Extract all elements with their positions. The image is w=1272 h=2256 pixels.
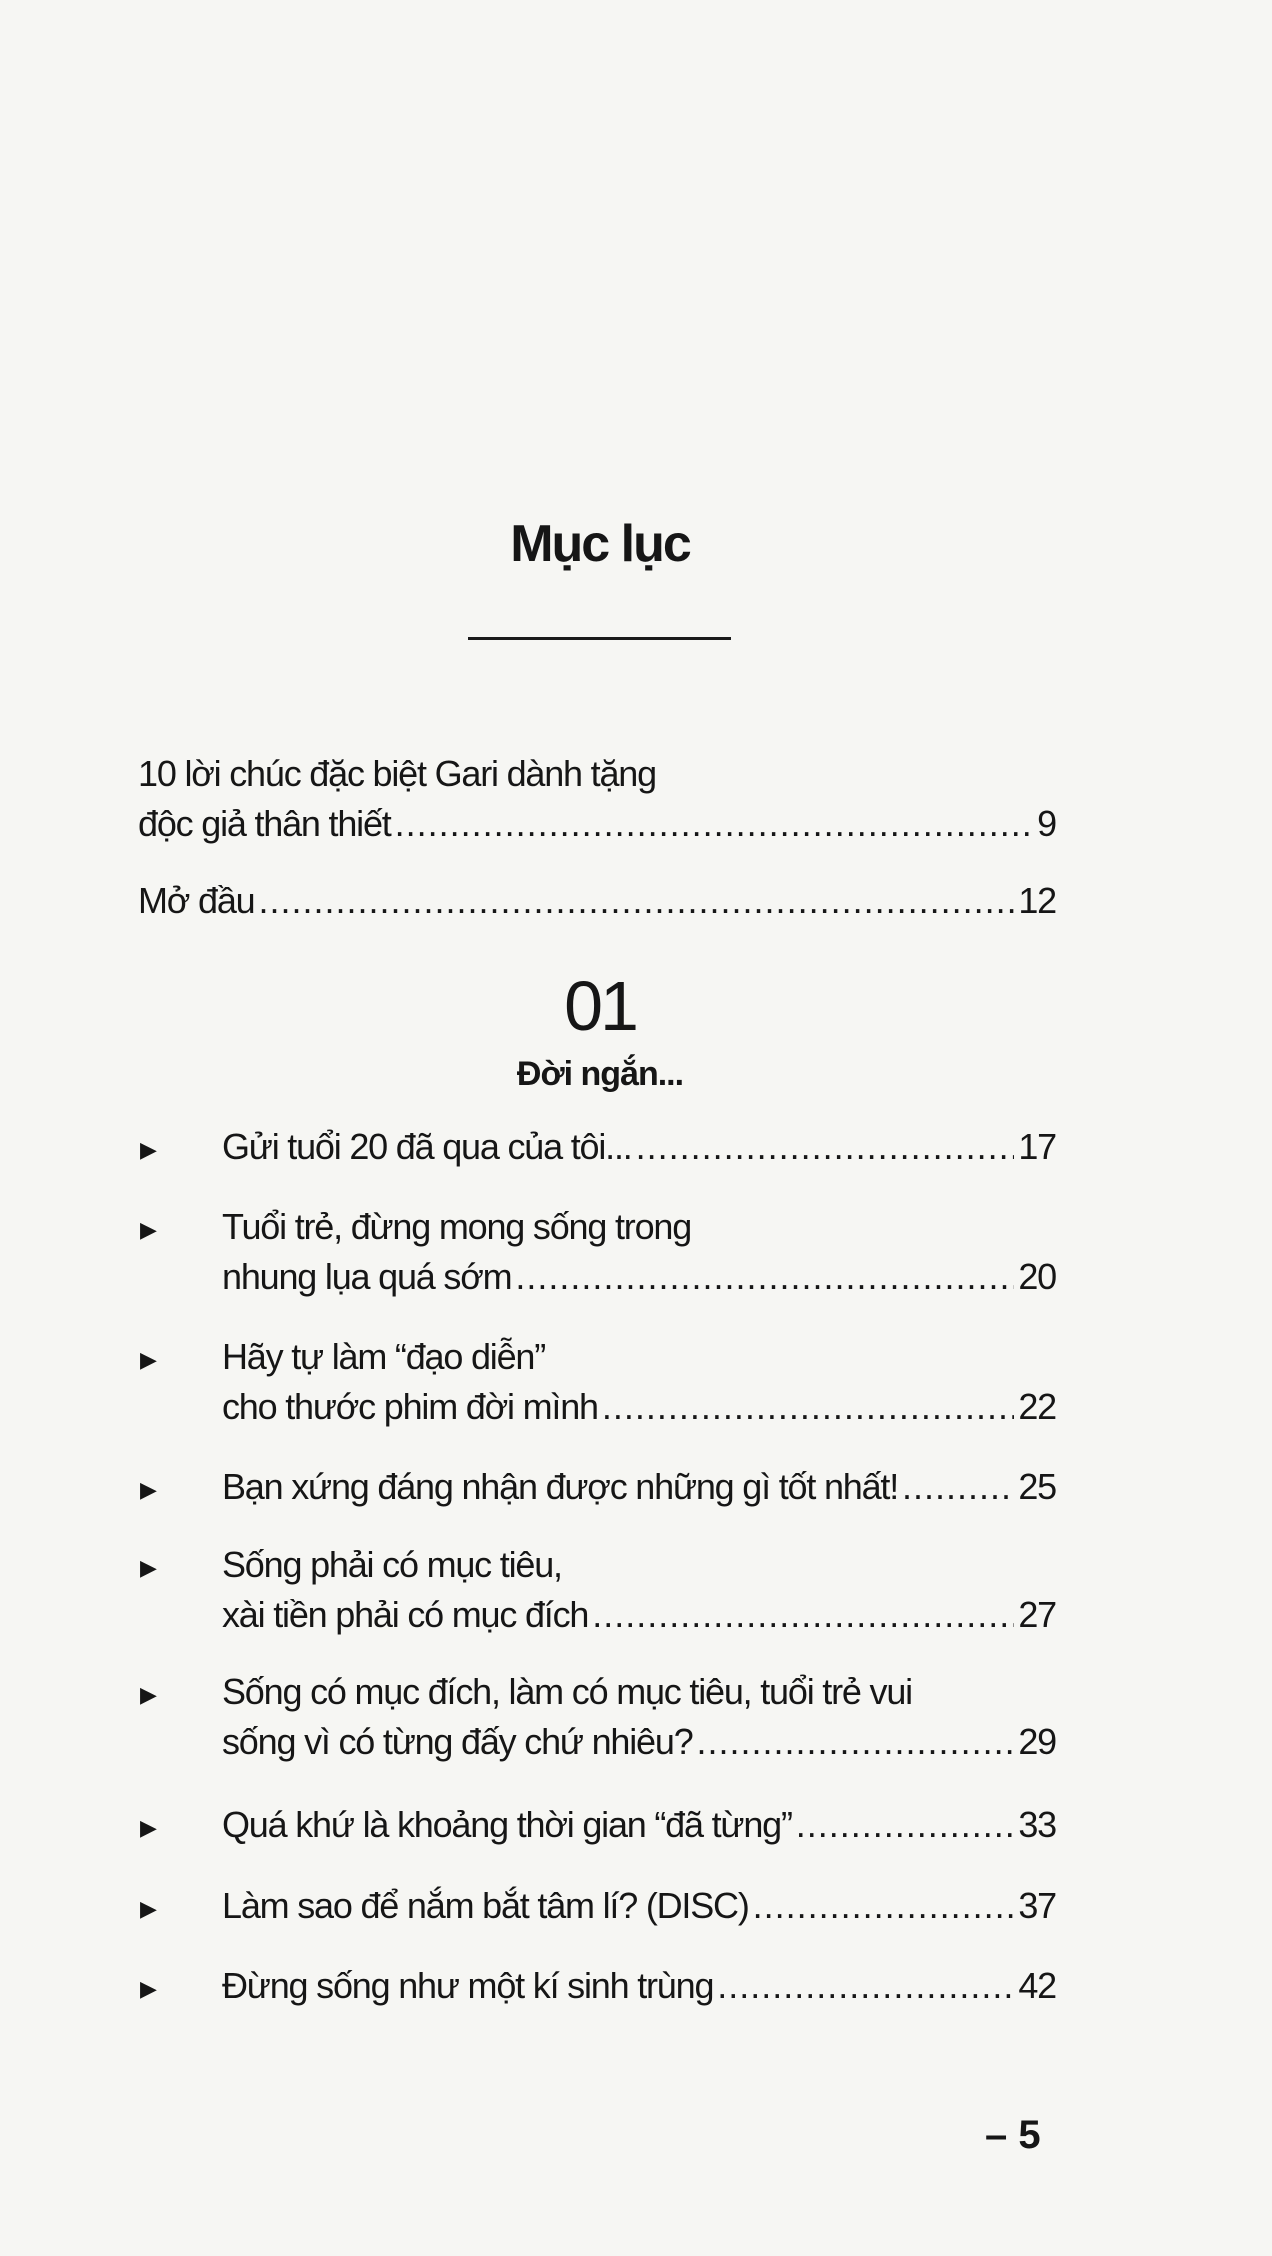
toc-entry-line bbox=[222, 1202, 1056, 1252]
dot-leader bbox=[636, 1122, 1015, 1172]
dot-leader bbox=[753, 1881, 1015, 1931]
toc-entry-line bbox=[138, 799, 1056, 849]
bullet-triangle-icon: ▶ bbox=[140, 1217, 157, 1242]
toc-entry-line bbox=[138, 749, 1056, 799]
toc-entry-title: độc giả thân thiết bbox=[138, 803, 391, 844]
toc-entry-line bbox=[222, 1590, 1056, 1640]
toc-entry[interactable] bbox=[222, 1961, 1056, 2011]
toc-entry-line bbox=[222, 1332, 1056, 1382]
toc-entry-title: Tuổi trẻ, đừng mong sống trong bbox=[222, 1206, 692, 1247]
toc-entry-line bbox=[222, 1717, 1056, 1767]
title-divider bbox=[468, 637, 731, 640]
toc-entry-line bbox=[222, 1382, 1056, 1432]
toc-entry-line bbox=[222, 1881, 1056, 1931]
dot-leader bbox=[902, 1462, 1014, 1512]
toc-entry-line bbox=[222, 1122, 1056, 1172]
toc-entry-title: sống vì có từng đấy chứ nhiêu? bbox=[222, 1721, 693, 1762]
page-title: Mục lục bbox=[510, 515, 690, 573]
toc-entry[interactable] bbox=[222, 1122, 1056, 1172]
bullet-triangle-icon: ▶ bbox=[140, 1896, 157, 1921]
toc-entry-page: 33 bbox=[1018, 1804, 1056, 1845]
toc-entry[interactable] bbox=[222, 1667, 1056, 1767]
toc-entry-page: 12 bbox=[1018, 880, 1056, 921]
toc-entry-page: 27 bbox=[1018, 1594, 1056, 1635]
bullet-triangle-icon: ▶ bbox=[140, 1555, 157, 1580]
toc-entry-title: Sống phải có mục tiêu, bbox=[222, 1544, 562, 1585]
toc-entry[interactable] bbox=[222, 1540, 1056, 1640]
toc-entry[interactable] bbox=[222, 1462, 1056, 1512]
bullet-triangle-icon: ▶ bbox=[140, 1137, 157, 1162]
toc-entry-title: xài tiền phải có mục đích bbox=[222, 1594, 589, 1635]
chapter-title: Đời ngắn... bbox=[516, 1055, 684, 1093]
bullet-triangle-icon: ▶ bbox=[140, 1347, 157, 1372]
toc-entry-title: cho thước phim đời mình bbox=[222, 1386, 598, 1427]
dot-leader bbox=[602, 1382, 1014, 1432]
toc-entry-page: 17 bbox=[1018, 1126, 1056, 1167]
toc-entry-title: Mở đầu bbox=[138, 880, 255, 921]
dot-leader bbox=[697, 1717, 1015, 1767]
toc-entry-title: Đừng sống như một kí sinh trùng bbox=[222, 1965, 714, 2006]
toc-entry-page: 22 bbox=[1018, 1386, 1056, 1427]
dot-leader bbox=[717, 1961, 1014, 2011]
toc-entry-line bbox=[222, 1540, 1056, 1590]
toc-entry-line bbox=[222, 1667, 1056, 1717]
toc-entry-title: Gửi tuổi 20 đã qua của tôi... bbox=[222, 1126, 632, 1167]
bullet-triangle-icon: ▶ bbox=[140, 1682, 157, 1707]
toc-entry-page: 29 bbox=[1018, 1721, 1056, 1762]
toc-entry-title: 10 lời chúc đặc biệt Gari dành tặng bbox=[138, 753, 656, 794]
toc-entry-line bbox=[138, 876, 1056, 926]
toc-entry-line bbox=[222, 1462, 1056, 1512]
toc-entry[interactable] bbox=[222, 1332, 1056, 1432]
bullet-triangle-icon: ▶ bbox=[140, 1477, 157, 1502]
toc-entry[interactable] bbox=[138, 749, 1056, 849]
toc-entry-page: 20 bbox=[1018, 1256, 1056, 1297]
dot-leader bbox=[592, 1590, 1014, 1640]
toc-entry-page: 42 bbox=[1018, 1965, 1056, 2006]
toc-entry-line bbox=[222, 1961, 1056, 2011]
toc-entry[interactable] bbox=[222, 1202, 1056, 1302]
toc-entry-page: 9 bbox=[1037, 803, 1056, 844]
toc-entry-page: 25 bbox=[1018, 1466, 1056, 1507]
toc-entry-title: Quá khứ là khoảng thời gian “đã từng” bbox=[222, 1804, 792, 1845]
page-number: – 5 bbox=[985, 2113, 1041, 2157]
dot-leader bbox=[258, 876, 1014, 926]
toc-entry-line bbox=[222, 1800, 1056, 1850]
toc-entry-line bbox=[222, 1252, 1056, 1302]
bullet-triangle-icon: ▶ bbox=[140, 1976, 157, 2001]
dot-leader bbox=[796, 1800, 1015, 1850]
toc-entry[interactable] bbox=[222, 1881, 1056, 1931]
bullet-triangle-icon: ▶ bbox=[140, 1815, 157, 1840]
toc-entry-title: Bạn xứng đáng nhận được những gì tốt nhất! bbox=[222, 1466, 899, 1507]
toc-entry-title: Làm sao để nắm bắt tâm lí? (DISC) bbox=[222, 1885, 749, 1926]
dot-leader bbox=[515, 1252, 1014, 1302]
toc-entry-title: nhung lụa quá sớm bbox=[222, 1256, 512, 1297]
chapter-number: 01 bbox=[564, 967, 636, 1045]
toc-entry[interactable] bbox=[222, 1800, 1056, 1850]
toc-entry[interactable] bbox=[138, 876, 1056, 926]
toc-entry-title: Hãy tự làm “đạo diễn” bbox=[222, 1336, 546, 1377]
toc-entry-title: Sống có mục đích, làm có mục tiêu, tuổi trẻ vui bbox=[222, 1671, 912, 1712]
toc-entry-page: 37 bbox=[1018, 1885, 1056, 1926]
dot-leader bbox=[395, 799, 1034, 849]
